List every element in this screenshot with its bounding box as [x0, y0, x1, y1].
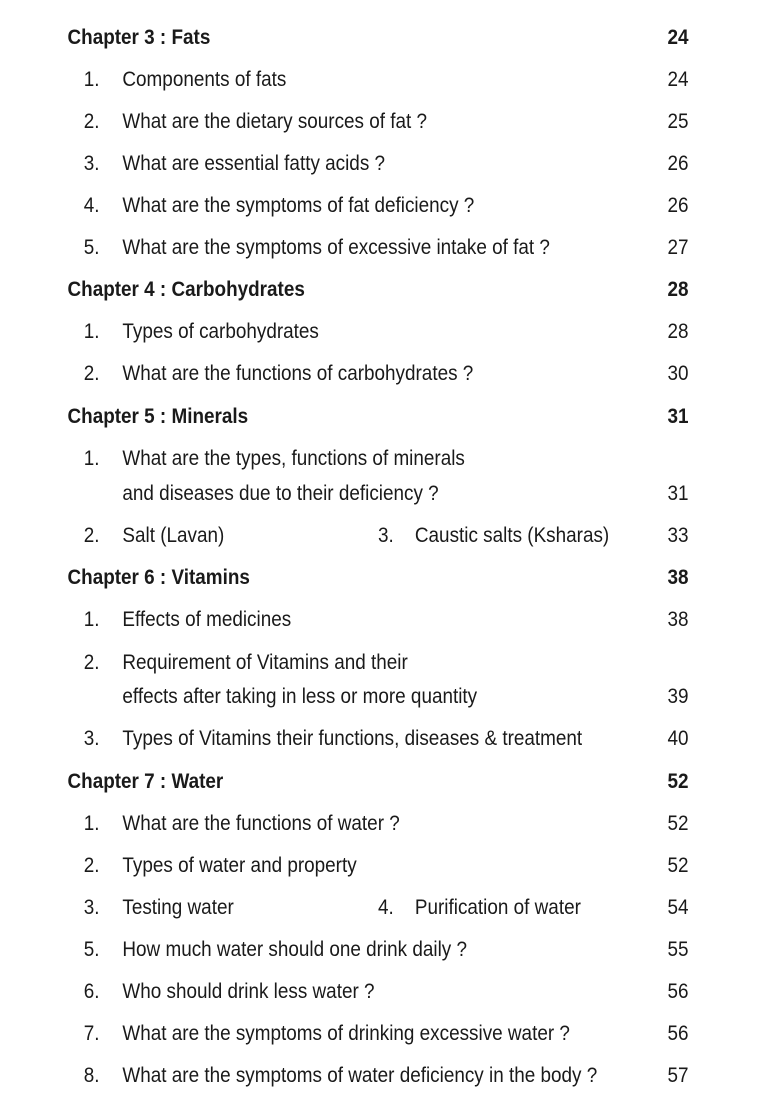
- page-number: 28: [667, 278, 689, 301]
- entry-text: What are the functions of water ?: [122, 812, 400, 835]
- toc-entry: [0, 1061, 702, 1091]
- entry-text: What are essential fatty acids ?: [122, 152, 386, 175]
- page-number: 38: [667, 608, 689, 631]
- toc-entry: [0, 977, 702, 1007]
- toc-entry: [0, 359, 702, 389]
- entry-number: 2.: [83, 651, 100, 674]
- entry-text: Requirement of Vitamins and their: [122, 651, 408, 674]
- entry-text: Components of fats: [122, 68, 287, 91]
- entry-text: What are the symptoms of water deficiency in the body ?: [122, 1064, 598, 1087]
- page-number: 52: [667, 812, 689, 835]
- toc-entry-continued: [0, 682, 702, 712]
- entry-number: 4.: [83, 194, 100, 217]
- toc-entry: [0, 605, 702, 635]
- entry-number: 2.: [83, 524, 100, 547]
- entry-number: 3.: [83, 727, 100, 750]
- toc-entry: [0, 65, 702, 95]
- entry-number: 1.: [83, 812, 100, 835]
- chapter-heading: [0, 402, 702, 432]
- entry-number: 1.: [83, 608, 100, 631]
- entry-text: Types of water and property: [122, 854, 357, 877]
- chapter-heading: [0, 23, 702, 53]
- chapter-title: Chapter 3 : Fats: [67, 26, 211, 49]
- chapter-heading: [0, 767, 702, 797]
- toc-entry: [0, 893, 702, 923]
- entry-text: Effects of medicines: [122, 608, 292, 631]
- entry-number-secondary: 4.: [378, 896, 394, 919]
- toc-entry: [0, 191, 702, 221]
- entry-text: What are the types, functions of minerals: [122, 447, 465, 470]
- page-number: 31: [667, 482, 689, 505]
- toc-entry: [0, 521, 702, 551]
- page-number: 40: [667, 727, 689, 750]
- entry-number: 2.: [83, 110, 100, 133]
- entry-number: 2.: [83, 362, 100, 385]
- entry-text: Types of Vitamins their functions, diseases & treatment: [122, 727, 583, 750]
- page-number: 38: [667, 566, 689, 589]
- page-number: 54: [667, 896, 689, 919]
- chapter-title: Chapter 7 : Water: [67, 770, 224, 793]
- toc-entry: [0, 233, 702, 263]
- page-number: 56: [667, 980, 689, 1003]
- entry-text: Salt (Lavan): [122, 524, 225, 547]
- entry-text: What are the symptoms of fat deficiency ?: [122, 194, 475, 217]
- entry-text: What are the functions of carbohydrates ?: [122, 362, 474, 385]
- entry-number: 3.: [83, 896, 100, 919]
- toc-entry: [0, 444, 702, 474]
- page-number: 27: [667, 236, 689, 259]
- entry-number-secondary: 3.: [378, 524, 394, 547]
- page-number: 39: [667, 685, 689, 708]
- entry-number: 5.: [83, 938, 100, 961]
- entry-text: What are the dietary sources of fat ?: [122, 110, 428, 133]
- entry-text: What are the symptoms of excessive intake of fat ?: [122, 236, 550, 259]
- entry-number: 6.: [83, 980, 100, 1003]
- toc-entry-continued: [0, 479, 702, 509]
- page-number: 26: [667, 194, 689, 217]
- entry-text-secondary: Caustic salts (Ksharas): [414, 524, 610, 547]
- page-number: 26: [667, 152, 689, 175]
- toc-entry: [0, 935, 702, 965]
- entry-text: How much water should one drink daily ?: [122, 938, 467, 961]
- toc-entry: [0, 1019, 702, 1049]
- entry-text: What are the symptoms of drinking excessive water ?: [122, 1022, 570, 1045]
- chapter-title: Chapter 4 : Carbohydrates: [67, 278, 305, 301]
- page-number: 24: [667, 68, 689, 91]
- entry-text: Who should drink less water ?: [122, 980, 375, 1003]
- toc-entry: [0, 724, 702, 754]
- entry-text-secondary: Purification of water: [414, 896, 581, 919]
- page-number: 33: [667, 524, 689, 547]
- page-number: 52: [667, 854, 689, 877]
- page-number: 25: [667, 110, 689, 133]
- entry-text-continued: and diseases due to their deficiency ?: [122, 482, 439, 505]
- toc-entry: [0, 851, 702, 881]
- chapter-heading: [0, 563, 702, 593]
- entry-number: 3.: [83, 152, 100, 175]
- entry-number: 8.: [83, 1064, 100, 1087]
- entry-number: 2.: [83, 854, 100, 877]
- page-number: 24: [667, 26, 689, 49]
- entry-text-continued: effects after taking in less or more quantity: [122, 685, 478, 708]
- toc-entry: [0, 149, 702, 179]
- toc-entry: [0, 107, 702, 137]
- page-number: 55: [667, 938, 689, 961]
- entry-number: 7.: [83, 1022, 100, 1045]
- toc-entry: [0, 809, 702, 839]
- chapter-title: Chapter 5 : Minerals: [67, 405, 249, 428]
- page-number: 28: [667, 320, 689, 343]
- chapter-heading: [0, 275, 702, 305]
- chapter-title: Chapter 6 : Vitamins: [67, 566, 250, 589]
- entry-number: 5.: [83, 236, 100, 259]
- entry-text: Testing water: [122, 896, 234, 919]
- toc-entry: [0, 648, 702, 678]
- entry-number: 1.: [83, 447, 100, 470]
- entry-number: 1.: [83, 68, 100, 91]
- entry-text: Types of carbohydrates: [122, 320, 319, 343]
- page-number: 31: [667, 405, 689, 428]
- page-number: 30: [667, 362, 689, 385]
- toc-entry: [0, 317, 702, 347]
- page-number: 52: [667, 770, 689, 793]
- page-number: 57: [667, 1064, 689, 1087]
- entry-number: 1.: [83, 320, 100, 343]
- page-number: 56: [667, 1022, 689, 1045]
